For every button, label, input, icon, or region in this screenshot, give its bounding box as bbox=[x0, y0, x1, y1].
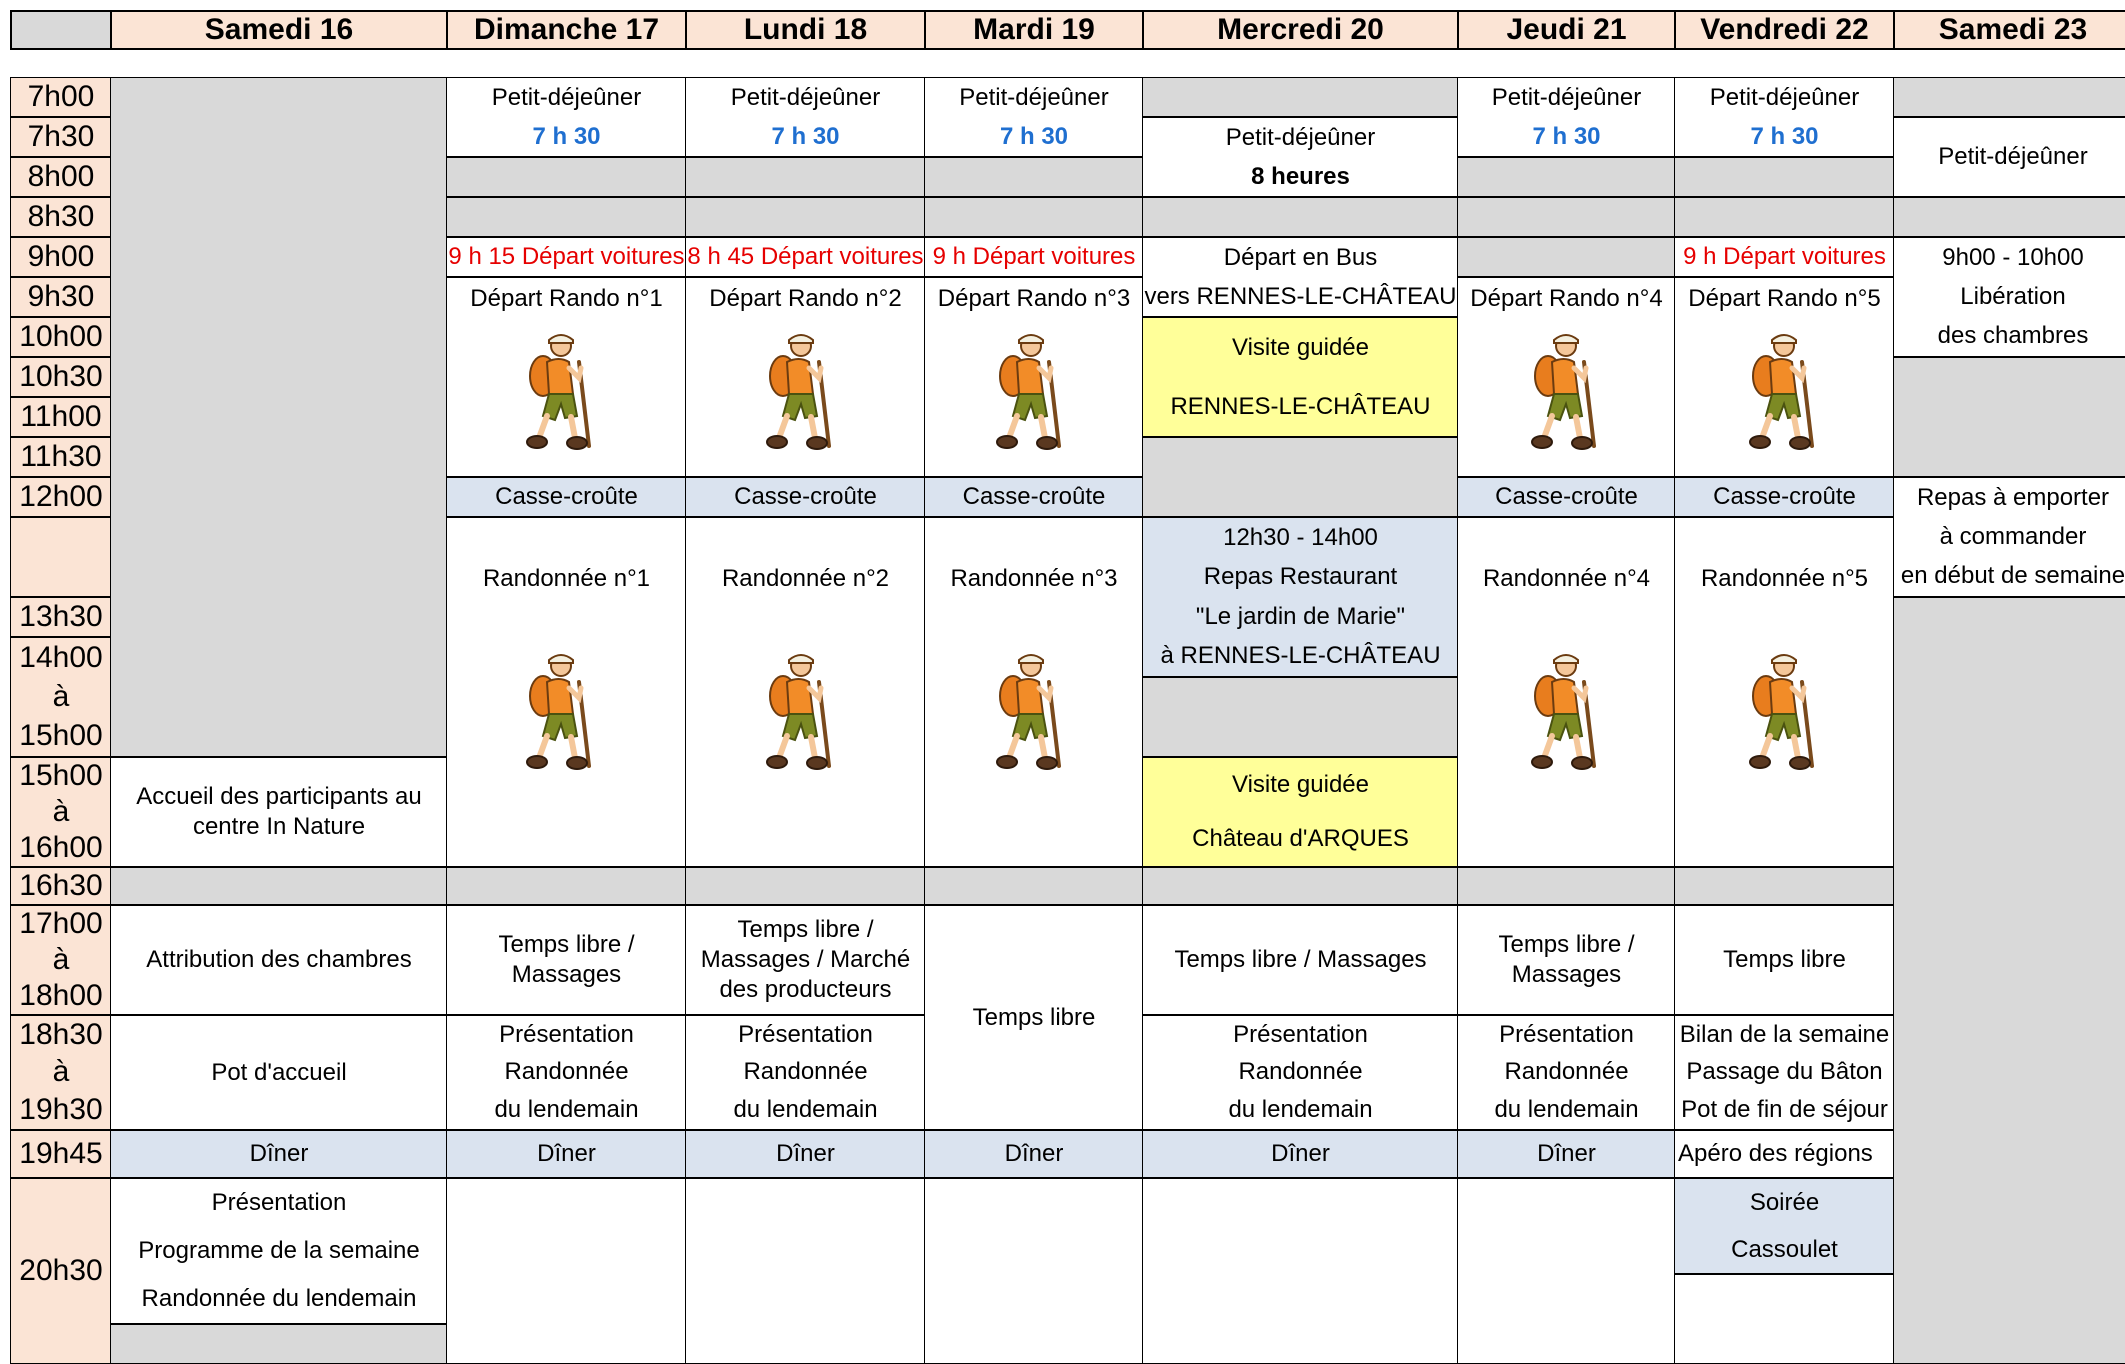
event-temps-libre: Temps libre bbox=[1674, 905, 1895, 1015]
empty-slot bbox=[1674, 867, 1895, 905]
event-diner: Dîner bbox=[110, 1130, 448, 1178]
event-petit-dejeuner: Petit-déjeûner 7 h 30 bbox=[1674, 77, 1895, 157]
time-label: 16h00 bbox=[19, 831, 103, 864]
time-label: 19h30 bbox=[19, 1093, 103, 1127]
event-presentation: Présentation Randonnée du lendemain bbox=[1457, 1015, 1676, 1130]
hiker-icon bbox=[1522, 328, 1602, 458]
time-label: 8h00 bbox=[10, 157, 112, 197]
empty-slot bbox=[1893, 357, 2125, 477]
event-accueil: Accueil des participants au centre In Nature bbox=[110, 757, 448, 867]
time-label: 8h30 bbox=[10, 197, 112, 237]
empty-slot bbox=[1674, 197, 1895, 237]
empty-slot bbox=[446, 157, 687, 197]
day-header: Vendredi 22 bbox=[1674, 10, 1895, 50]
empty-slot bbox=[1457, 237, 1676, 277]
event-casse-croute: Casse-croûte bbox=[924, 477, 1144, 517]
event-attribution: Attribution des chambres bbox=[110, 905, 448, 1015]
time-range bbox=[10, 905, 112, 1015]
event-depart-rando: Départ Rando n°5 bbox=[1674, 277, 1895, 477]
time-label: 20h30 bbox=[10, 1178, 112, 1364]
event-randonnee: Randonnée n°3 bbox=[924, 517, 1144, 867]
empty-slot bbox=[1893, 197, 2125, 237]
event-petit-dejeuner: Petit-déjeûner 7 h 30 bbox=[685, 77, 926, 157]
time-label: 7h00 bbox=[10, 77, 112, 117]
day-header: Mardi 19 bbox=[924, 10, 1144, 50]
time-label: 14h00 bbox=[19, 640, 103, 674]
empty-slot bbox=[1142, 197, 1459, 237]
empty-slot bbox=[924, 157, 1144, 197]
event-depart-rando: Départ Rando n°3 bbox=[924, 277, 1144, 477]
corner-cell bbox=[10, 10, 112, 50]
hiker-icon bbox=[987, 648, 1067, 778]
day-header: Lundi 18 bbox=[685, 10, 926, 50]
event-casse-croute: Casse-croûte bbox=[1674, 477, 1895, 517]
empty-slot bbox=[924, 197, 1144, 237]
day-header: Mercredi 20 bbox=[1142, 10, 1459, 50]
event-petit-dejeuner: Petit-déjeûner 7 h 30 bbox=[924, 77, 1144, 157]
empty-slot bbox=[1142, 867, 1459, 905]
time-label: à bbox=[52, 943, 70, 976]
event-randonnee: Randonnée n°4 bbox=[1457, 517, 1676, 867]
hiker-icon bbox=[1522, 648, 1602, 778]
day-header: Jeudi 21 bbox=[1457, 10, 1676, 50]
event-pot-accueil: Pot d'accueil bbox=[110, 1015, 448, 1130]
event-randonnee: Randonnée n°2 bbox=[685, 517, 926, 867]
time-label: 9h30 bbox=[10, 277, 112, 317]
time-label: 11h30 bbox=[10, 437, 112, 477]
event-diner: Dîner bbox=[1142, 1130, 1459, 1178]
event-soiree-cassoulet: Soirée Cassoulet bbox=[1674, 1178, 1895, 1274]
event-petit-dejeuner: Petit-déjeûner 7 h 30 bbox=[1457, 77, 1676, 157]
event-temps-libre: Temps libre / Massages bbox=[1142, 905, 1459, 1015]
day-header: Samedi 16 bbox=[110, 10, 448, 50]
event-repas-restaurant: 12h30 - 14h00 Repas Restaurant "Le jardin de Marie" à RENNES-LE-CHÂTEAU bbox=[1142, 517, 1459, 677]
event-liberation-chambres: 9h00 - 10h00 Libération des chambres bbox=[1893, 237, 2125, 357]
empty-slot bbox=[110, 867, 448, 905]
event-repas-emporter: Repas à emporter à commander en début de semaine bbox=[1893, 477, 2125, 597]
hiker-icon bbox=[757, 328, 837, 458]
hiker-icon bbox=[517, 648, 597, 778]
time-label: à bbox=[52, 795, 70, 828]
empty-slot bbox=[446, 197, 687, 237]
event-depart-bus: Départ en Bus vers RENNES-LE-CHÂTEAU bbox=[1142, 237, 1459, 317]
hiker-icon bbox=[517, 328, 597, 458]
event-randonnee: Randonnée n°1 bbox=[446, 517, 687, 867]
event-casse-croute: Casse-croûte bbox=[685, 477, 926, 517]
event-casse-croute: Casse-croûte bbox=[446, 477, 687, 517]
event-petit-dejeuner: Petit-déjeûner 8 heures bbox=[1142, 117, 1459, 197]
event-temps-libre: Temps libre / Massages / Marché des producteurs bbox=[685, 905, 926, 1015]
event-randonnee: Randonnée n°5 bbox=[1674, 517, 1895, 867]
event-presentation: Présentation Randonnée du lendemain bbox=[446, 1015, 687, 1130]
empty-slot bbox=[1142, 437, 1459, 517]
hiker-icon bbox=[1740, 648, 1820, 778]
event-diner: Dîner bbox=[685, 1130, 926, 1178]
empty-slot bbox=[1674, 157, 1895, 197]
event-depart-voitures: 9 h Départ voitures bbox=[1674, 237, 1895, 277]
event-temps-libre: Temps libre bbox=[924, 905, 1144, 1130]
empty-slot bbox=[1142, 77, 1459, 117]
event-apero: Apéro des régions bbox=[1674, 1130, 1895, 1178]
time-range bbox=[10, 757, 112, 867]
empty-slot bbox=[685, 197, 926, 237]
empty-slot bbox=[685, 1178, 926, 1364]
event-presentation: Présentation Randonnée du lendemain bbox=[1142, 1015, 1459, 1130]
event-temps-libre: Temps libre / Massages bbox=[446, 905, 687, 1015]
hiker-icon bbox=[987, 328, 1067, 458]
empty-slot bbox=[1457, 867, 1676, 905]
time-label: 9h00 bbox=[10, 237, 112, 277]
event-bilan: Bilan de la semaine Passage du Bâton Pot de fin de séjour bbox=[1674, 1015, 1895, 1130]
empty-slot bbox=[685, 867, 926, 905]
time-label: 19h45 bbox=[10, 1130, 112, 1178]
time-label: 17h00 bbox=[19, 907, 103, 940]
time-range bbox=[10, 637, 112, 757]
day-header: Samedi 23 bbox=[1893, 10, 2125, 50]
event-depart-voitures: 8 h 45 Départ voitures bbox=[685, 237, 926, 277]
event-depart-rando: Départ Rando n°4 bbox=[1457, 277, 1676, 477]
event-casse-croute: Casse-croûte bbox=[1457, 477, 1676, 517]
time-label: à bbox=[52, 1055, 70, 1089]
time-range bbox=[10, 1015, 112, 1130]
time-label: à bbox=[52, 679, 70, 713]
time-label: 10h30 bbox=[10, 357, 112, 397]
time-label: 7h30 bbox=[10, 117, 112, 157]
empty-slot bbox=[1457, 157, 1676, 197]
event-diner: Dîner bbox=[1457, 1130, 1676, 1178]
event-depart-rando: Départ Rando n°2 bbox=[685, 277, 926, 477]
event-visite-arques: Visite guidée Château d'ARQUES bbox=[1142, 757, 1459, 867]
event-petit-dejeuner: Petit-déjeûner 7 h 30 bbox=[446, 77, 687, 157]
event-diner: Dîner bbox=[924, 1130, 1144, 1178]
empty-slot bbox=[1674, 1274, 1895, 1364]
empty-slot bbox=[685, 157, 926, 197]
empty-slot bbox=[446, 867, 687, 905]
hiker-icon bbox=[1740, 328, 1820, 458]
event-temps-libre: Temps libre / Massages bbox=[1457, 905, 1676, 1015]
day-header: Dimanche 17 bbox=[446, 10, 687, 50]
event-visite-rennes: Visite guidée RENNES-LE-CHÂTEAU bbox=[1142, 317, 1459, 437]
empty-slot bbox=[1457, 197, 1676, 237]
time-label: 13h30 bbox=[10, 597, 112, 637]
empty-slot bbox=[1142, 677, 1459, 757]
empty-slot bbox=[446, 1178, 687, 1364]
event-presentation-programme: Présentation Programme de la semaine Randonnée du lendemain bbox=[110, 1178, 448, 1324]
event-petit-dejeuner: Petit-déjeûner bbox=[1893, 117, 2125, 197]
empty-slot bbox=[924, 1178, 1144, 1364]
time-label-empty bbox=[10, 517, 112, 597]
empty-slot bbox=[1893, 77, 2125, 117]
event-depart-voitures: 9 h Départ voitures bbox=[924, 237, 1144, 277]
time-label: 18h00 bbox=[19, 979, 103, 1012]
event-depart-rando: Départ Rando n°1 bbox=[446, 277, 687, 477]
empty-slot bbox=[1457, 1178, 1676, 1364]
hiker-icon bbox=[757, 648, 837, 778]
empty-slot bbox=[110, 77, 448, 757]
event-diner: Dîner bbox=[446, 1130, 687, 1178]
time-label: 18h30 bbox=[19, 1017, 103, 1051]
time-label: 12h00 bbox=[10, 477, 112, 517]
event-presentation: Présentation Randonnée du lendemain bbox=[685, 1015, 926, 1130]
time-label: 16h30 bbox=[10, 867, 112, 905]
empty-slot bbox=[1893, 597, 2125, 1364]
empty-slot bbox=[1142, 1178, 1459, 1364]
time-label: 15h00 bbox=[19, 719, 103, 753]
empty-slot bbox=[924, 867, 1144, 905]
time-label: 15h00 bbox=[19, 759, 103, 792]
time-label: 10h00 bbox=[10, 317, 112, 357]
time-label: 11h00 bbox=[10, 397, 112, 437]
empty-slot bbox=[110, 1324, 448, 1364]
event-depart-voitures: 9 h 15 Départ voitures bbox=[446, 237, 687, 277]
